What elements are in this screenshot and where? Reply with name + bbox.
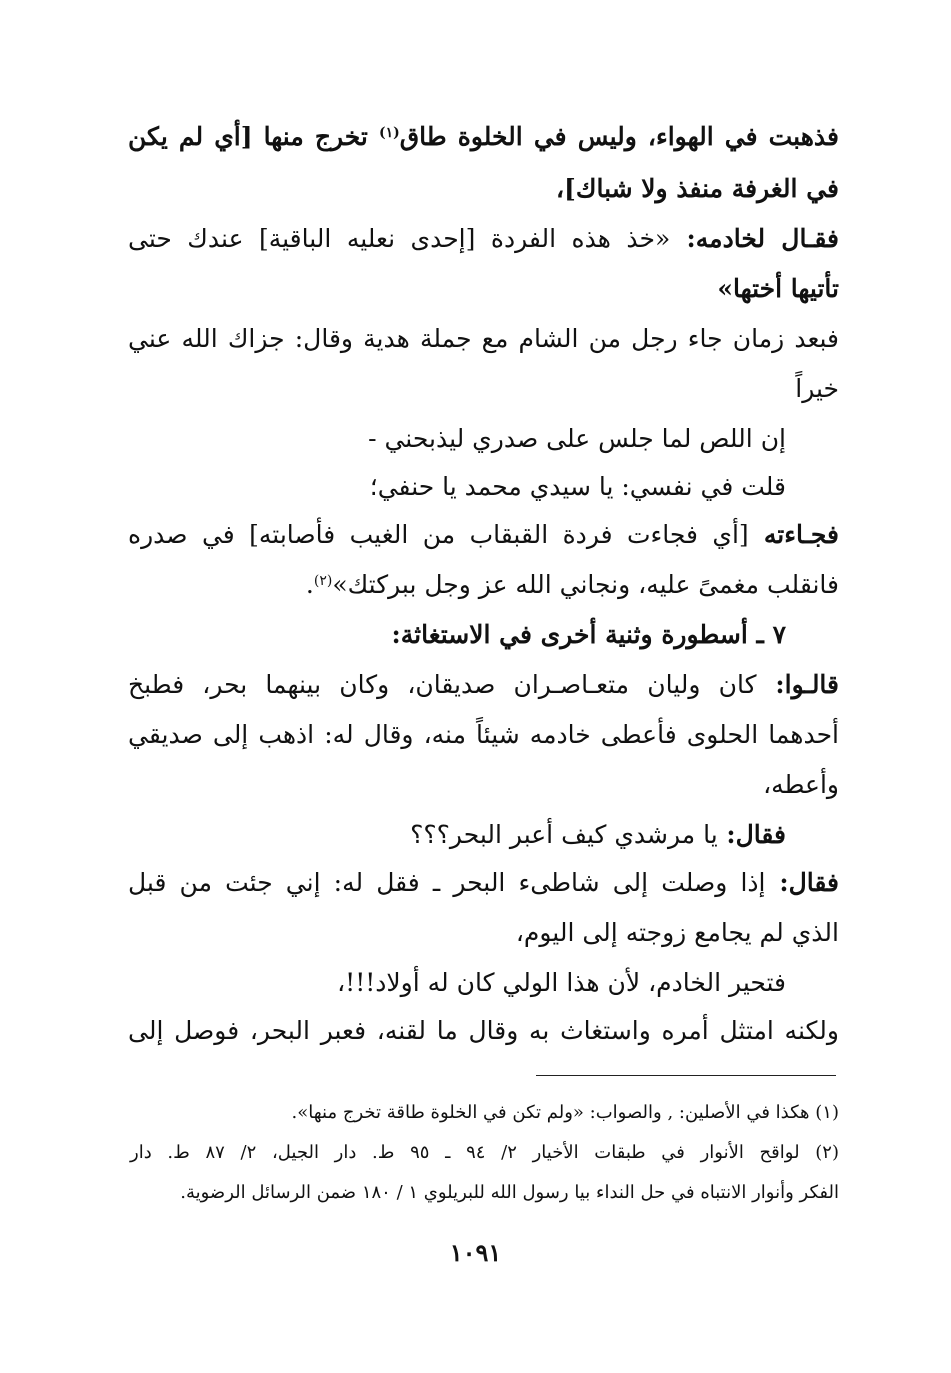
page-number: ١٠٩١ <box>449 1238 502 1267</box>
speaker-lead: فقال: <box>765 868 839 897</box>
speaker-lead: فجـاءته <box>748 520 839 549</box>
line-text: «خذ هذه الفردة [إحدى نعليه الباقية] عندك حتى <box>128 224 671 253</box>
body-line-13: أحدهما الحلوى فأعطى خادمه شيئاً منه، وقال له: اذهب إلى صديقي <box>128 720 839 749</box>
body-line-7: إن اللص لما جلس على صدري ليذبحني - <box>368 424 786 453</box>
body-line-9 <box>128 518 839 552</box>
footnote-ref-2[interactable]: (٢) <box>313 573 333 589</box>
line-text: فانقلب مغمىً عليه، ونجاني الله عز وجل ببركتك» <box>332 570 839 599</box>
body-line-14: وأعطه، <box>763 770 839 799</box>
line-text: إذا وصلت إلى شاطىء البحر ـ فقل له: إني جئت من قبل <box>128 868 766 897</box>
line-text: يا مرشدي كيف أعبر البحر؟؟؟ <box>410 820 718 849</box>
body-line-5: فبعد زمان جاء رجل من الشام مع جملة هدية وقال: جزاك الله عني <box>128 324 839 353</box>
body-line-4: تأتيها أختها» <box>717 274 839 303</box>
body-line-12 <box>128 668 839 702</box>
body-line-2: في الغرفة منفذ ولا شباك]، <box>555 174 839 203</box>
line-text: كان وليان متعـاصـران صديقان، وكان بينهما بحر، فطبخ <box>128 670 757 699</box>
footnote-1: (١) هكذا في الأصلين: , والصواب: «ولم تكن في الخلوة طاقة تخرج منها». <box>291 1102 839 1123</box>
body-line-18: فتحير الخادم، لأن هذا الولي كان له أولاد!!!، <box>337 968 786 997</box>
body-line-3 <box>128 222 839 256</box>
body-line-16 <box>128 866 839 900</box>
body-line-1 <box>128 120 839 154</box>
body-line-15 <box>410 818 786 852</box>
line-text: فذهبت في الهواء، وليس في الخلوة طاق <box>399 122 839 151</box>
speaker-lead: فقـال لخادمه: <box>670 224 840 253</box>
body-line-6: خيراً <box>795 374 839 403</box>
body-line-17: الذي لم يجامع زوجته إلى اليوم، <box>515 918 839 947</box>
section-heading: ٧ ـ أسطورة وثنية أخرى في الاستغاثة: <box>391 620 786 649</box>
footnote-2-continued: الفكر وأنوار الانتباه في حل النداء بيا رسول الله للبريلوي ١ / ١٨٠ ضمن الرسائل الرضوية. <box>180 1182 839 1203</box>
speaker-lead: قالـوا: <box>756 670 839 699</box>
footnote-separator <box>536 1075 836 1076</box>
line-text: [أي فجاءت فردة القبقاب من الغيب فأصابته] في صدره <box>128 520 749 549</box>
footnote-ref-1[interactable]: (١) <box>378 125 400 141</box>
body-line-10 <box>306 568 839 602</box>
footnote-2: (٢) لواقح الأنوار في طبقات الأخيار ٢/ ٩٤ ـ ٩٥ ط. دار الجيل، ٢/ ٨٧ ط. دار <box>130 1142 839 1163</box>
body-line-19: ولكنه امتثل أمره واستغاث به وقال ما لقنه، فعبر البحر، فوصل إلى <box>128 1016 839 1045</box>
speaker-lead: فقال: <box>717 820 786 849</box>
line-text: تخرج منها [أي لم يكن <box>128 122 379 151</box>
body-line-8: قلت في نفسي: يا سيدي محمد يا حنفي؛ <box>369 472 786 501</box>
line-text: . <box>305 570 314 599</box>
